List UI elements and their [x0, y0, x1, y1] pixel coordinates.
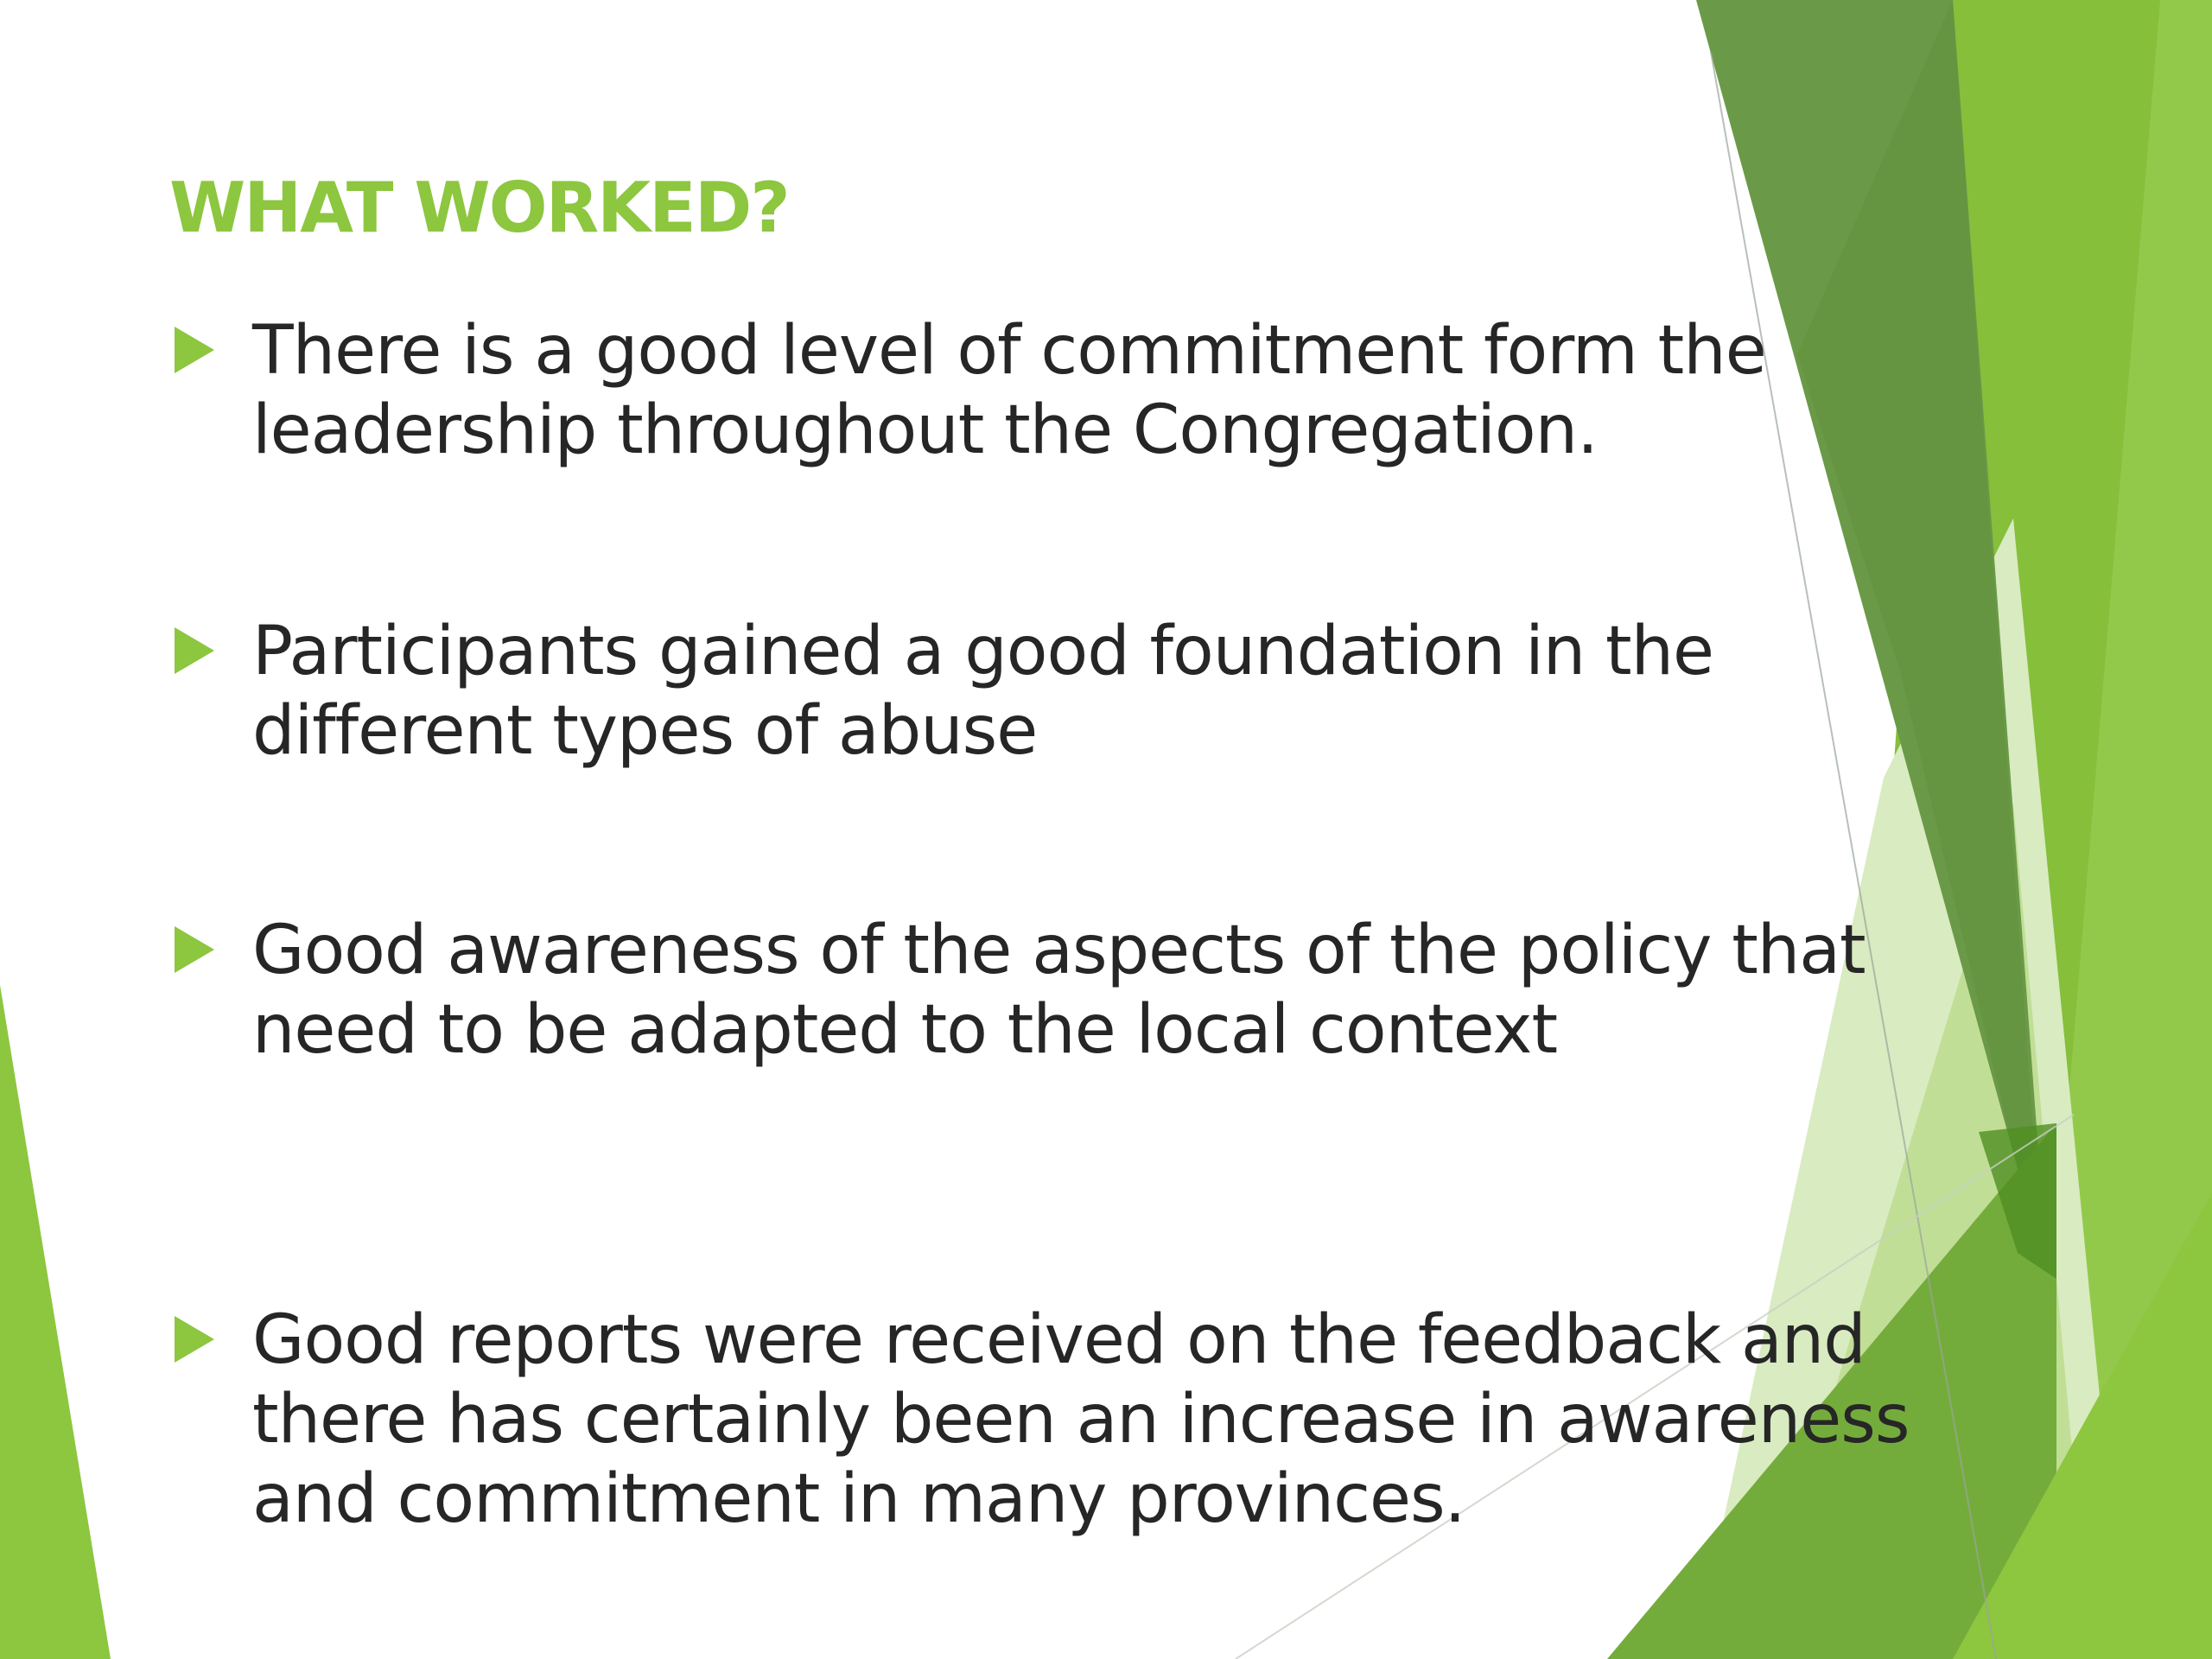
- bullet-line: and commitment in many provinces.: [252, 1460, 1465, 1538]
- left-green-sliver: [0, 985, 111, 1659]
- bullet-arrow-icon: [175, 327, 214, 373]
- bullet-arrow-icon: [175, 1316, 214, 1363]
- bullet-arrow-icon: [175, 926, 214, 973]
- bullet-arrow-icon: [175, 627, 214, 674]
- bullet-line: there has certainly been an increase in awareness: [252, 1381, 1910, 1459]
- bullet-text: [252, 612, 1713, 771]
- slide-title: WHAT WORKED?: [169, 168, 789, 248]
- bullet-text: [252, 911, 1866, 1070]
- bullet-text: [252, 311, 1766, 470]
- bullet-line: Good reports were received on the feedback and: [252, 1301, 1866, 1379]
- bullet-line: There is a good level of commitment form the: [252, 312, 1766, 390]
- bullet-line: Good awareness of the aspects of the policy that: [252, 912, 1866, 989]
- bullet-text: [252, 1300, 1910, 1539]
- bullet-line: different types of abuse: [252, 692, 1038, 770]
- bullet-line: leadership throughout the Congregation.: [252, 391, 1598, 469]
- bullet-line: need to be adapted to the local context: [252, 991, 1558, 1069]
- bullet-line: Participants gained a good foundation in the: [252, 613, 1714, 690]
